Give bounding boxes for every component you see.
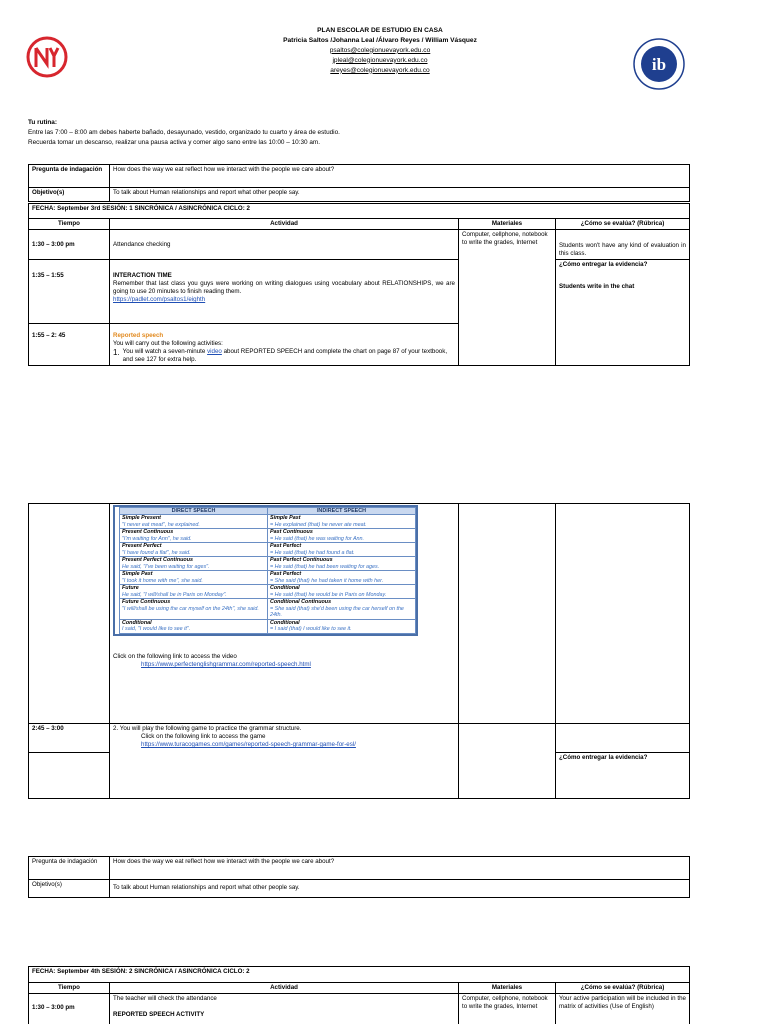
reported-activity-title: REPORTED SPEECH ACTIVITY bbox=[113, 1011, 205, 1019]
reported-title: Reported speech bbox=[113, 332, 164, 340]
list-item bbox=[113, 348, 455, 364]
speech-row: Simple Past "I took it home with me", she said. Past Perfect = She said (that) he had taken it home with her. bbox=[120, 571, 416, 585]
col-tiempo: Tiempo bbox=[29, 983, 110, 994]
pregunta-label: Pregunta de indagación bbox=[29, 165, 110, 188]
session2-table bbox=[28, 966, 690, 1024]
svg-text:ib: ib bbox=[651, 55, 667, 74]
empty-time-cell bbox=[29, 504, 110, 724]
school-logo bbox=[26, 36, 68, 78]
empty-time-cell bbox=[29, 753, 110, 799]
authors: Patricia Saltos /Johanna Leal /Álvaro Reyes / William Vásquez bbox=[283, 36, 477, 44]
routine-line: Entre las 7:00 – 8:00 am debes haberte bañado, desayunado, vestido, organizado tu cuarto y área de estudio. bbox=[28, 128, 340, 136]
empty-evaluation-cell bbox=[556, 724, 690, 753]
empty-materials-cell bbox=[459, 504, 556, 724]
time-cell: 1:30 – 3:00 pm bbox=[29, 994, 110, 1024]
attendance-text: The teacher will check the attendance bbox=[113, 995, 217, 1003]
col-actividad: Actividad bbox=[110, 219, 459, 230]
indirect-speech-header: INDIRECT SPEECH bbox=[268, 508, 416, 515]
speech-row: Simple Present "I never eat meat", he explained. Simple Past = He explained (that) he never ate meat. bbox=[120, 515, 416, 529]
pregunta-text: How does the way we eat reflect how we interact with the people we care about? bbox=[110, 165, 690, 188]
speech-row: Future Continuous "I will/shall be using the car myself on the 24th", she said. Conditional Continuous = She said (that) she'd been using the car herself on the 24th. bbox=[120, 599, 416, 619]
video-link[interactable]: video bbox=[207, 348, 222, 356]
session1-continued-table bbox=[28, 503, 690, 799]
game-link[interactable]: https://www.turacogames.com/games/reported-speech-grammar-game-for-esl/ bbox=[141, 741, 356, 749]
time-cell: 1:35 – 1:55 bbox=[29, 260, 110, 324]
objetivo-label: Objetivo(s) bbox=[29, 880, 110, 898]
materials-cell: Computer, cellphone, notebook to write the grades, Internet bbox=[459, 994, 556, 1024]
entregar-text: Students write in the chat bbox=[559, 283, 635, 291]
entregar-label: ¿Cómo entregar la evidencia? bbox=[559, 261, 648, 269]
click-video-text: Click on the following link to access the video bbox=[113, 652, 237, 660]
interaction-activity bbox=[110, 260, 459, 324]
reported-intro: You will carry out the following activities: bbox=[113, 340, 223, 348]
interaction-text: Remember that last class you guys were working on writing dialogues using vocabulary about RELATIONSHIPS, we are going to use 20 minutes to finish reading them. bbox=[113, 280, 455, 296]
email-link[interactable]: jpleal@colegionuevayork.edu.co bbox=[332, 56, 428, 64]
materials-cell: Computer, cellphone, notebook to write the grades, Internet bbox=[459, 230, 556, 366]
activity-cell bbox=[110, 994, 459, 1024]
item-number: 1. bbox=[113, 348, 120, 358]
evaluation-cell: Students won't have any kind of evaluation in this class. bbox=[556, 230, 690, 260]
game-item: 2. You will play the following game to practice the grammar structure. bbox=[113, 725, 302, 732]
session1-table bbox=[28, 203, 690, 366]
item-text: You will watch a seven-minute video about REPORTED SPEECH and complete the chart on page 87 of your textbook, and see 127 for extra help. bbox=[122, 348, 448, 364]
speech-row: Present Perfect "I have found a flat", he said. Past Perfect = He said (that) he had found a flat. bbox=[120, 543, 416, 557]
routine-title: Tu rutina: bbox=[28, 119, 57, 126]
speech-chart bbox=[113, 505, 418, 636]
speech-row: Future He said, "I will/shall be in Paris on Monday". Conditional = He said (that) he would be in Paris on Monday. bbox=[120, 585, 416, 599]
objetivo-label: Objetivo(s) bbox=[29, 188, 110, 202]
video-url-link[interactable]: https://www.perfectenglishgrammar.com/reported-speech.html bbox=[141, 660, 311, 668]
speech-table bbox=[119, 507, 416, 634]
empty-materials-cell bbox=[459, 724, 556, 799]
col-actividad: Actividad bbox=[110, 983, 459, 994]
empty-evaluation-cell bbox=[556, 504, 690, 724]
speech-row: Present Perfect Continuous He said, "I've been waiting for ages". Past Perfect Continuous = He said (that) he had been waiting for ages. bbox=[120, 557, 416, 571]
objetivo-text: To talk about Human relationships and report what other people say. bbox=[110, 880, 690, 898]
col-evalua: ¿Cómo se evalúa? (Rúbrica) bbox=[556, 219, 690, 230]
col-materiales: Materiales bbox=[459, 983, 556, 994]
time-cell: 1:30 – 3:00 pm bbox=[29, 230, 110, 260]
game-text: Click on the following link to access the game bbox=[141, 733, 266, 741]
col-tiempo: Tiempo bbox=[29, 219, 110, 230]
direct-speech-header: DIRECT SPEECH bbox=[120, 508, 268, 515]
routine-section bbox=[28, 118, 728, 148]
interaction-title: INTERACTION TIME bbox=[113, 272, 172, 280]
session2-header-table bbox=[28, 856, 690, 898]
session1-header-table bbox=[28, 164, 690, 202]
activity-cell: Attendance checking bbox=[110, 230, 459, 260]
plan-title: PLAN ESCOLAR DE ESTUDIO EN CASA bbox=[317, 27, 443, 34]
speech-row: Present Continuous "I'm waiting for Ann", he said. Past Continuous = He said (that) he was waiting for Ann. bbox=[120, 529, 416, 543]
document-header bbox=[180, 26, 580, 75]
game-activity-cell bbox=[110, 724, 459, 799]
objetivo-text: To talk about Human relationships and report what other people say. bbox=[110, 188, 690, 202]
routine-line: Recuerda tomar un descanso, realizar una pausa activa y comer algo sano entre las 10:00 – 10:30 am. bbox=[28, 138, 321, 146]
pregunta-label: Pregunta de indagación bbox=[29, 857, 110, 880]
evaluation-cell: Your active participation will be included in the matrix of activities (Use of English) bbox=[556, 994, 690, 1024]
time-cell: 1:55 – 2: 45 bbox=[29, 324, 110, 366]
evidence-cell bbox=[556, 260, 690, 366]
reported-activity bbox=[110, 324, 459, 366]
email-link[interactable]: areyes@colegionuevayork.edu.co bbox=[330, 66, 430, 74]
chart-activity-cell bbox=[110, 504, 459, 724]
col-materiales: Materiales bbox=[459, 219, 556, 230]
ib-logo bbox=[632, 37, 686, 91]
col-evalua: ¿Cómo se evalúa? (Rúbrica) bbox=[556, 983, 690, 994]
session1-fecha: FECHA: September 3rd SESIÓN: 1 SINCRÓNICA / ASINCRÓNICA CICLO: 2 bbox=[29, 204, 690, 219]
speech-row: Conditional I said, "I would like to see it". Conditional = I said (that) I would like to see it. bbox=[120, 619, 416, 633]
time-cell: 2:45 – 3:00 bbox=[29, 724, 110, 753]
pregunta-text: How does the way we eat reflect how we interact with the people we care about? bbox=[110, 857, 690, 880]
padlet-link[interactable]: https://padlet.com/psaltos1/eighth bbox=[113, 296, 206, 304]
entregar-label: ¿Cómo entregar la evidencia? bbox=[556, 753, 690, 799]
email-link[interactable]: psaltos@colegionuevayork.edu.co bbox=[329, 46, 431, 54]
session2-fecha: FECHA: September 4th SESIÓN: 2 SINCRÓNICA / ASINCRÓNICA CICLO: 2 bbox=[29, 967, 690, 983]
